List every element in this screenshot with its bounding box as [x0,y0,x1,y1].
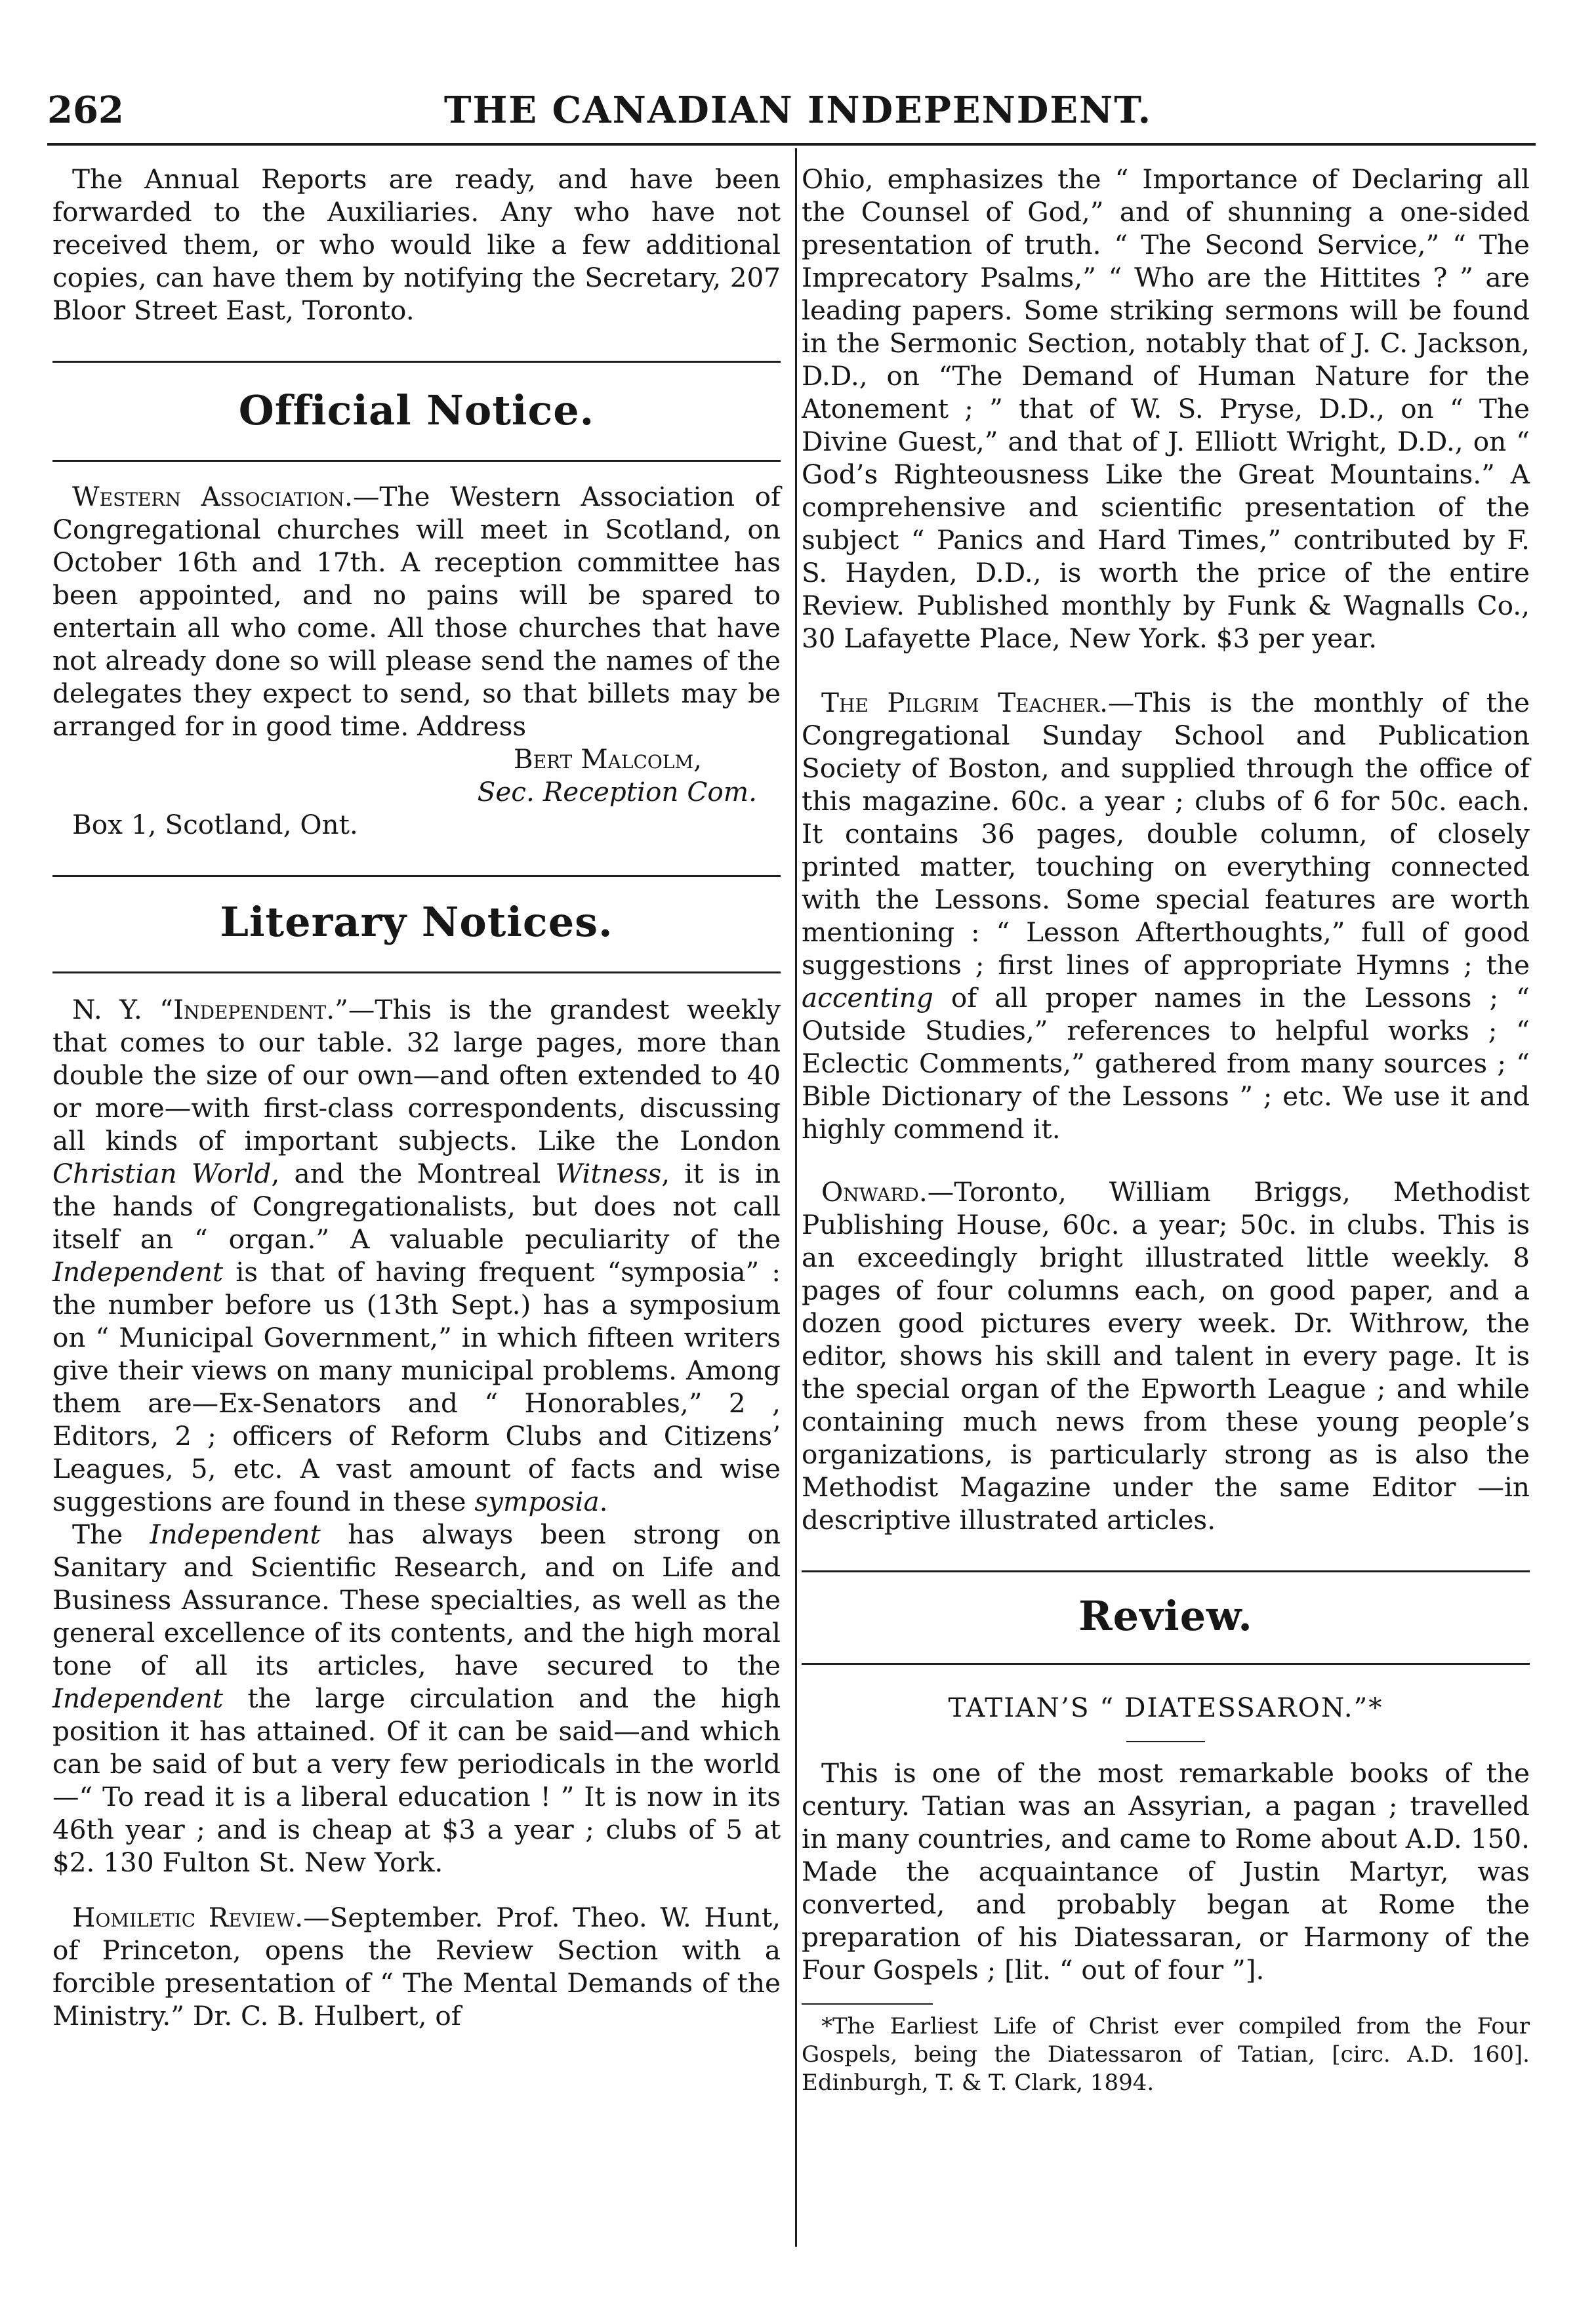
annual-reports-paragraph: The Annual Reports are ready, and have been forwarded to the Auxiliaries. Any who have not received them, or who would like a few additional copies, can have them by notifying the Secretary, 207 Bloor Street East, Toronto. [52,163,781,326]
section-rule [802,1663,1530,1665]
official-notice-heading: Official Notice. [238,386,595,434]
footnote-text: *The Earliest Life of Christ ever compiled from the Four Gospels, being the Diatessaron of Tatian, [circ. A.D. 160]. Edinburgh, T. & T. Clark, 1894. [802,2013,1530,2096]
western-association-paragraph [52,480,781,743]
title-short-rule [1126,1741,1205,1742]
onward-paragraph: Onward.—Toronto, William Briggs, Methodist Publishing House, 60c. a year; 50c. in clubs. This is an exceedingly bright illustrated little weekly. 8 pages of four columns each, on good paper, and a dozen good pictures every week. Dr. Withrow, the editor, shows his skill and talent in every page. It is the special organ of the Epworth League ; and while containing much news from these young people’s organizations, is particularly strong as is also the Methodist Magazine under the same Editor —in descriptive illustrated articles. [802,1176,1530,1536]
header-rule [47,143,1536,146]
review-heading: Review. [1078,1592,1253,1640]
western-association-label: Western Association. [72,481,353,512]
section-rule [802,1570,1530,1572]
section-rule [52,875,781,877]
left-column [52,163,781,2032]
homiletic-review-paragraph: Homiletic Review.—September. Prof. Theo. W. Hunt, of Princeton, opens the Review Section with a forcible presentation of “ The Mental Demands of the Ministry.” Dr. C. B. Hulbert, of [52,1902,781,2032]
column-divider [795,148,797,2247]
pilgrim-teacher-paragraph: The Pilgrim Teacher.—This is the monthly of the Congregational Sunday School and Publication Society of Boston, and supplied through the office of this magazine. 60c. a year ; clubs of 6 for 50c. each. It contains 36 pages, double column, of closely printed matter, touching on everything connected with the Lessons. Some special features are worth mentioning : “ Lesson Afterthoughts,” full of good suggestions ; first lines of appropriate Hymns ; the accenting of all proper names in the Lessons ; “ Outside Studies,” references to helpful works ; “ Eclectic Comments,” gathered from many sources ; “ Bible Dictionary of the Lessons ” ; etc. We use it and highly commend it. [802,687,1530,1145]
literary-notices-heading: Literary Notices. [220,898,613,946]
footnote [802,2003,1530,2097]
right-column [802,163,1530,2097]
section-rule [52,361,781,363]
signature-name: Bert Malcolm, [513,743,702,775]
running-title: THE CANADIAN INDEPENDENT. [443,89,1153,132]
section-rule [52,460,781,462]
section-rule [52,971,781,973]
tatian-paragraph: This is one of the most remarkable books of the century. Tatian was an Assyrian, a pagan ; travelled in many countries, and came to Rome about A.D. 150. Made the acquaintance of Justin Martyr, was converted, and probably began at Rome the preparation of his Diatessaran, or Harmony of the Four Gospels ; [lit. “ out of four ”]. [802,1757,1530,1986]
tatian-title: TATIAN’S “ DIATESSARON.”* [948,1692,1383,1723]
homiletic-review-continued: Ohio, emphasizes the “ Importance of Declaring all the Counsel of God,” and of shunning a one-sided presentation of truth. “ The Second Service,” “ The Imprecatory Psalms,” “ Who are the Hittites ? ” are leading papers. Some striking sermons will be found in the Sermonic Section, notably that of J. C. Jackson, D.D., on “The Demand of Human Nature for the Atonement ; ” that of W. S. Pryse, D.D., on “ The Divine Guest,” and that of J. Elliott Wright, D.D., on “ God’s Righteousness Like the Great Mountains.” A comprehensive and scientific presentation of the subject “ Panics and Hard Times,” contributed by F. S. Hayden, D.D., is worth the price of the entire Review. Published monthly by Funk & Wagnalls Co., 30 Lafayette Place, New York. $3 per year. [802,163,1530,654]
signature-title: Sec. Reception Com. [477,776,757,807]
western-association-text: —The Western Association of Congregational churches will meet in Scotland, on October 16th and 17th. A reception committee has been appointed, and no pains will be spared to entertain all who come. All those churches that have not already done so will please send the names of the delegates they expect to send, so that billets may be arranged for in good time. Address [52,481,781,742]
box-address: Box 1, Scotland, Ont. [72,809,358,840]
footnote-rule [802,2003,933,2005]
ny-independent-paragraph: N. Y. “Independent.”—This is the grandest weekly that comes to our table. 32 large pages, more than double the size of our own—and often extended to 40 or more—with first-class correspondents, discussing all kinds of important subjects. Like the London Christian World, and the Montreal Witness, it is in the hands of Congregationalists, but does not call itself an “ organ.” A valuable peculiarity of the Independent is that of having frequent “symposia” : the number before us (13th Sept.) has a symposium on “ Municipal Government,” in which fifteen writers give their views on many municipal problems. Among them are—Ex-Senators and “ Honorables,” 2 , Editors, 2 ; officers of Reform Clubs and Citizens’ Leagues, 5, etc. A vast amount of facts and wise suggestions are found in these symposia. [52,994,781,1517]
page-number: 262 [47,89,124,132]
independent-second-paragraph: The Independent has always been strong on Sanitary and Scientific Research, and on Life and Business Assurance. These specialties, as well as the general excellence of its contents, and the high moral tone of all its articles, have secured to the Independent the large circulation and the high position it has attained. Of it can be said—and which can be said of but a very few periodicals in the world—“ To read it is a liberal education ! ” It is now in its 46th year ; and is cheap at $3 a year ; clubs of 5 at $2. 130 Fulton St. New York. [52,1519,781,1878]
